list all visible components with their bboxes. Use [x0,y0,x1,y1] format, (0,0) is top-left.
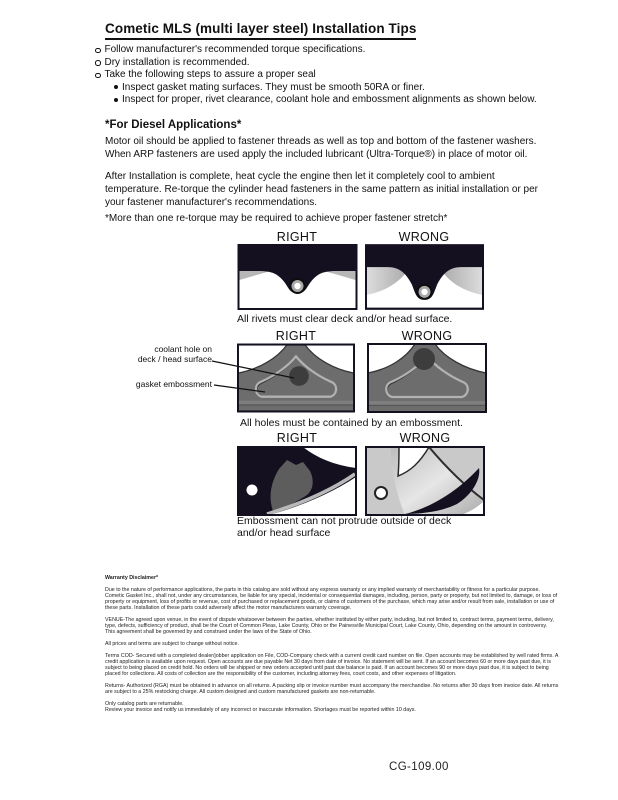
label-leader-lines [118,344,300,404]
coolant-hole-icon [413,348,435,370]
open-bullet-icon [95,48,101,54]
diesel-paragraph-1: Motor oil should be applied to fastener threads as well as top and bottom of the fastener washers. When ARP fasteners are used apply the included lubricant (Ultra-Torque®) in place of motor oil. [105,136,537,160]
list-item [95,69,565,81]
warranty-paragraph: Review your invoice and notify us immediately of any incorrect or inaccurate information. Shortages must be reported within 10 days. [105,706,416,713]
wrong-header: WRONG [401,329,453,343]
page-title: Cometic MLS (multi layer steel) Installation Tips [105,21,416,40]
list-item [95,44,565,56]
list-item [114,94,565,106]
protrusion-wrong-diagram [365,446,485,516]
right-header: RIGHT [275,329,317,343]
page-code: CG-109.00 [389,761,449,773]
hole-containment-wrong-diagram [367,343,487,413]
warranty-paragraph: Terms COD- Secured with a completed dealer/jobber application on File, COD-Company check with a current credit card number on file. Open accounts may be established by well rated firms. A credit application is available upon request. Open accounts are due payable Net 30 days from date of invoice. No statement will be sent. If an account becomes 60 or more days past due, it is subject to being placed on credit hold. No orders will be shipped or new orders accepted until past due balance is paid. If an account becomes 90 or more days past due, it is subject to being placed for collections. All costs of collection are the responsibility of the customer, including attorney fees, court costs, and other expenses of litigation. [105,652,559,677]
warranty-paragraph: All prices and terms are subject to change without notice. [105,640,239,647]
filled-bullet-icon [114,85,118,89]
rivet-clearance-right-diagram [237,244,358,310]
list-item [114,82,565,94]
warranty-paragraph: This agreement shall be governed by and construed under the laws of the State of Ohio. [105,628,312,635]
installation-tips-list [95,44,565,107]
row2-caption: All holes must be contained by an embossment. [240,417,463,429]
retorque-note: *More than one re-torque may be required to achieve proper fastener stretch* [105,213,448,224]
tip-text: Take the following steps to assure a proper seal [104,69,316,80]
right-header: RIGHT [276,431,318,445]
open-bullet-icon [95,73,101,79]
warranty-paragraph: Returns- Authorized (RGA) must be obtained in advance on all returns. A packing slip or invoice number must accompany the merchandise. No returns after 30 days from invoice date. All returns are subject to a 25% restocking charge. All custom designed and custom manufactured gaskets are non-returnable. [105,682,559,695]
warranty-paragraph: Due to the nature of performance applications, the parts in this catalog are sold without any express warranty or any implied warranty of merchantability or fitness for a particular purpose. Cometic Gasket Inc., shall not, under any circumstances, be liable for any special, incidental or consequential damages, including, person, party or property, but not limited to, damage, or loss of property or equipment, loss of profits or revenue, cost of purchased or replacement goods, or claims of customers of the purchase, which may arise and/or result from sale, installation or use of these parts. Installation of these parts could adversely affect the motor manufacturers warranty coverage. [105,586,558,611]
rivet-clearance-wrong-diagram [365,244,484,310]
warranty-paragraph: Only catalog parts are returnable. [105,700,184,707]
row3-caption: Embossment can not protrude outside of deck and/or head surface [237,515,452,539]
gasket-embossment-label: gasket embossment [135,379,212,389]
diesel-paragraph-2: After Installation is complete, heat cycle the engine then let it completely cool to ambient temperature. Re-torque the cylinder head fasteners in the same pattern as initial installation or per your fastener manufacturer's recommendations. [105,171,539,208]
open-bullet-icon [95,60,101,66]
warranty-heading: Warranty Disclaimer* [105,575,159,581]
tip-text: Inspect gasket mating surfaces. They must be smooth 50RA or finer. [122,81,425,93]
tip-text: Inspect for proper, rivet clearance, coolant hole and embossment alignments as shown below. [122,94,537,105]
warranty-paragraph: VENUE-The agreed upon venue, in the event of dispute whatsoever between the parties, whether instituted by either party, including, but not limited to, contract terms, payment terms, delivery, type, defects, sufficiency of product, shall be the Court of Common Pleas, Lake County, Ohio or the Painesville Municipal Court, Lake County, Ohio, depending on the amount in controversy. [105,616,554,629]
coolant-hole-label: coolant hole on deck / head surface [137,344,212,364]
warranty-disclaimer [105,575,559,713]
bolt-hole-icon [375,487,387,499]
wrong-header: WRONG [398,230,450,244]
tip-text: Dry installation is recommended. [104,56,250,68]
wrong-header: WRONG [399,431,451,445]
right-header: RIGHT [276,230,318,244]
list-item [95,57,565,69]
tip-text: Follow manufacturer's recommended torque specifications. [104,44,366,55]
bolt-hole-icon [247,485,258,496]
row1-caption: All rivets must clear deck and/or head surface. [237,313,453,325]
protrusion-right-diagram [237,446,357,516]
diesel-heading: *For Diesel Applications* [105,119,242,131]
filled-bullet-icon [114,98,118,102]
